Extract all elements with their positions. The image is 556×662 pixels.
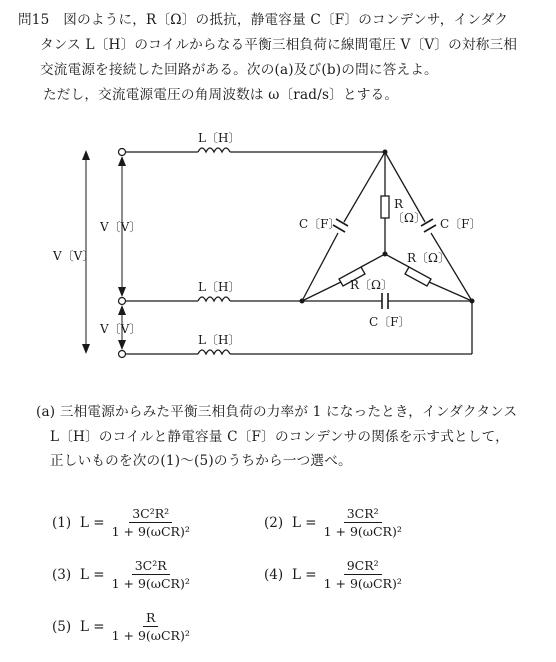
choice-numerator: 3CR² [344, 506, 382, 523]
choice-5[interactable] [52, 610, 193, 643]
choice-1[interactable] [52, 506, 193, 539]
choice-numerator: 3C²R² [129, 506, 172, 523]
choice-lhs: L = [292, 514, 317, 531]
coil-mid [198, 297, 230, 301]
choice-numerator: 3C²R [132, 558, 170, 575]
label-coil-top: L〔H〕 [198, 131, 241, 145]
wire-star-left-b [302, 282, 341, 301]
choice-denominator: 1 + 9(ωCR)² [323, 576, 402, 591]
arrowhead-upper-bot [118, 287, 126, 297]
choice-number: (4) [264, 566, 284, 583]
label-v-lower: V〔V〕 [100, 322, 142, 336]
choice-2[interactable] [264, 506, 405, 539]
question-text [18, 8, 543, 108]
question-line-4: ただし，交流電源電圧の角周波数は ω〔rad/s〕とする。 [43, 87, 399, 103]
label-cap-right: C〔F〕 [440, 217, 482, 231]
question-line-2: タンス L〔H〕のコイルからなる平衡三相負荷に線間電圧 V〔V〕の対称三相 [40, 37, 518, 53]
arrowhead-lower-bot [118, 340, 126, 350]
label-v-upper: V〔V〕 [100, 220, 142, 234]
choice-denominator: 1 + 9(ωCR)² [111, 628, 190, 643]
arrowhead-outer-top [82, 150, 90, 160]
choice-fraction [109, 558, 193, 591]
choice-denominator: 1 + 9(ωCR)² [111, 576, 190, 591]
terminal-bot [119, 351, 126, 358]
node-center [383, 252, 388, 257]
choice-3[interactable] [52, 558, 193, 591]
choice-fraction [109, 506, 193, 539]
node-left [300, 299, 305, 304]
subq-line-2: L〔H〕のコイルと静電容量 C〔F〕のコンデンサの関係を示す式として， [50, 428, 509, 445]
question-line-3: 交流電源を接続した回路がある。次の(a)及び(b)の問に答えよ。 [40, 62, 438, 78]
terminal-mid [119, 298, 126, 305]
subquestion-a [36, 400, 546, 474]
node-right [470, 299, 475, 304]
label-r-right: R〔Ω〕 [407, 251, 450, 265]
choice-lhs: L = [80, 618, 105, 635]
node-top [383, 150, 388, 155]
choice-fraction [321, 506, 405, 539]
choice-numerator: R [143, 610, 158, 627]
resistor-right [405, 267, 431, 286]
choice-number: (5) [52, 618, 72, 635]
wire-right-edge-lower [431, 233, 472, 301]
coil-top [198, 148, 230, 152]
choice-lhs: L = [80, 566, 105, 583]
subq-line-3: 正しいものを次の(1)～(5)のうちから一つ選べ。 [50, 453, 352, 469]
label-r-left: R〔Ω〕 [350, 278, 393, 292]
wire-left-edge-upper [344, 152, 385, 222]
choice-number: (3) [52, 566, 72, 583]
label-coil-bot: L〔H〕 [198, 333, 241, 347]
label-r-top-2: 〔Ω〕 [392, 211, 426, 225]
choice-fraction [321, 558, 405, 591]
arrowhead-outer-bot [82, 344, 90, 354]
coil-bot [198, 350, 230, 354]
choice-denominator: 1 + 9(ωCR)² [111, 524, 190, 539]
choice-fraction [109, 610, 193, 643]
subq-line-1: (a) 三相電源からみた平衡三相負荷の力率が 1 になったとき，インダクタンス [36, 404, 518, 420]
label-coil-mid: L〔H〕 [198, 280, 241, 294]
resistor-top [381, 196, 389, 218]
label-cap-bottom: C〔F〕 [369, 315, 411, 329]
cap-right-plate-2 [424, 225, 436, 232]
wire-left-edge-lower [302, 233, 338, 301]
terminal-top [119, 149, 126, 156]
label-v-outer: V〔V〕 [53, 249, 95, 263]
label-cap-left: C〔F〕 [299, 217, 341, 231]
choice-number: (2) [264, 514, 284, 531]
choice-4[interactable] [264, 558, 405, 591]
choice-denominator: 1 + 9(ωCR)² [323, 524, 402, 539]
choice-numerator: 9CR² [344, 558, 382, 575]
wire-star-left-a [361, 254, 385, 267]
choice-lhs: L = [80, 514, 105, 531]
label-r-top-1: R [394, 197, 404, 211]
choice-lhs: L = [292, 566, 317, 583]
arrowhead-lower-top [118, 305, 126, 315]
choice-number: (1) [52, 514, 72, 531]
question-line-1: 問15 図のように，R〔Ω〕の抵抗，静電容量 C〔F〕のコンデンサ，インダク [18, 12, 509, 28]
arrowhead-upper-top [118, 156, 126, 166]
circuit-diagram [0, 130, 556, 370]
wire-star-right-a [385, 254, 409, 267]
